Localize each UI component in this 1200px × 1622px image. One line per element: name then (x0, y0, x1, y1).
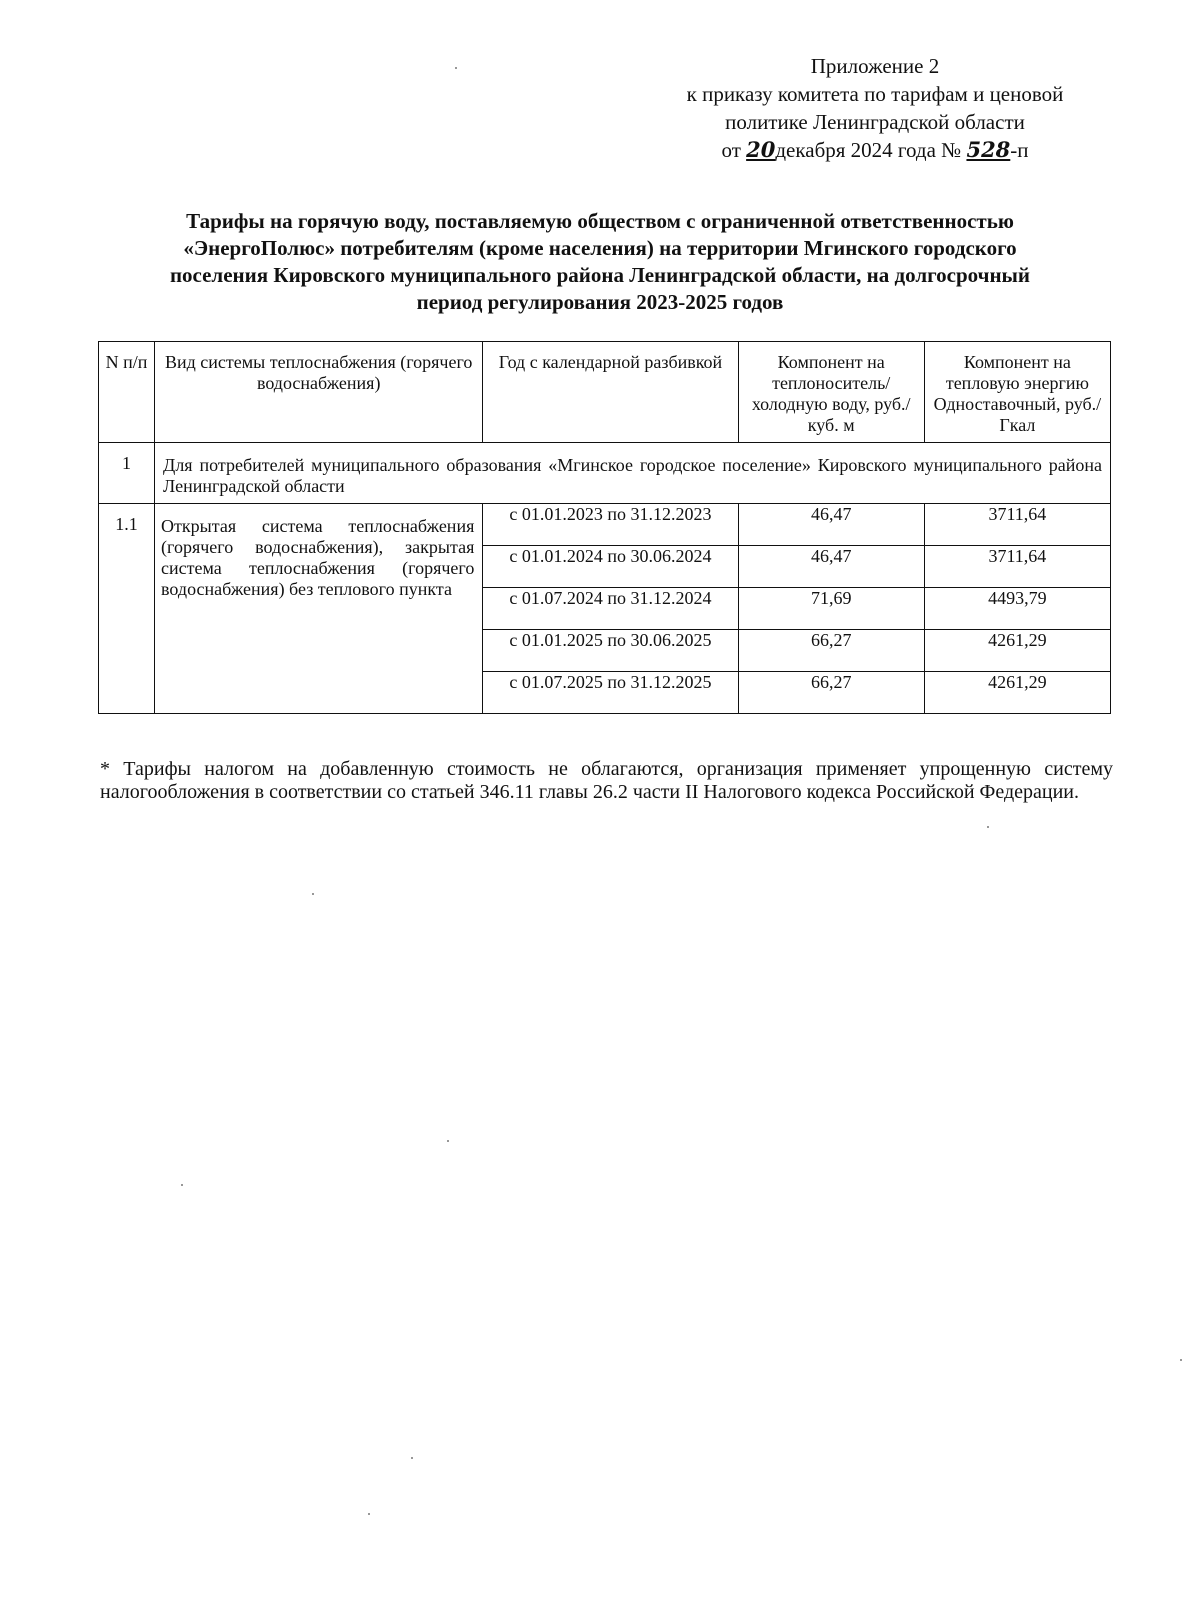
appendix-header (640, 52, 1110, 164)
header-heat-component: Компонент на тепловую энергию Одноставочный, руб./Гкал (924, 342, 1110, 443)
period-cell: с 01.07.2024 по 31.12.2024 (483, 588, 738, 630)
table-header-row (99, 342, 1111, 443)
heat-tariff-cell: 3711,64 (924, 546, 1110, 588)
group-description: Для потребителей муниципального образования «Мгинское городское поселение» Кировского муниципального района Ленинградской области (155, 443, 1111, 504)
handwritten-order-number: 528 (966, 137, 1011, 162)
scan-speck (987, 826, 989, 828)
title-line-3: поселения Кировского муниципального района Ленинградской области, на долгосрочный (169, 263, 1031, 287)
scan-speck (312, 893, 314, 895)
document-title (100, 208, 1100, 316)
period-cell: с 01.01.2023 по 31.12.2023 (483, 504, 738, 546)
appendix-label: Приложение 2 (810, 54, 940, 78)
table-row (99, 504, 1111, 546)
title-line-2: «ЭнергоПолюс» потребителям (кроме населения) на территории Мгинского городского (183, 236, 1017, 260)
header-num: N п/п (99, 342, 155, 443)
scan-speck (455, 67, 457, 69)
date-suffix: -п (1010, 138, 1029, 162)
scan-speck (181, 1184, 183, 1186)
water-tariff-cell: 46,47 (738, 546, 924, 588)
group-num: 1 (99, 443, 155, 504)
header-period: Год с календарной разбивкой (483, 342, 738, 443)
item-system-type: Открытая система теплоснабжения (горячего водоснабжения), закрытая система теплоснабжения (горячего водоснабжения) без теплового пункта (155, 504, 483, 714)
order-reference-line2: политике Ленинградской области (725, 110, 1025, 134)
heat-tariff-cell: 4261,29 (924, 672, 1110, 714)
water-tariff-cell: 71,69 (738, 588, 924, 630)
header-system: Вид системы теплоснабжения (горячего водоснабжения) (155, 342, 483, 443)
scan-speck (411, 1457, 413, 1459)
order-reference-line1: к приказу комитета по тарифам и ценовой (686, 82, 1064, 106)
water-tariff-cell: 46,47 (738, 504, 924, 546)
header-water-component: Компонент на теплоноситель/холодную воду, руб./куб. м (738, 342, 924, 443)
scan-speck (447, 1140, 449, 1142)
tariff-table (98, 341, 1111, 714)
heat-tariff-cell: 4261,29 (924, 630, 1110, 672)
scan-speck (368, 1513, 370, 1515)
date-prefix: от (721, 138, 747, 162)
item-num: 1.1 (99, 504, 155, 714)
date-middle: декабря 2024 года № (775, 138, 967, 162)
title-line-1: Тарифы на горячую воду, поставляемую обществом с ограниченной ответственностью (186, 209, 1014, 233)
water-tariff-cell: 66,27 (738, 672, 924, 714)
handwritten-day: 20 (746, 137, 776, 162)
group-row (99, 443, 1111, 504)
title-line-4: период регулирования 2023-2025 годов (416, 290, 784, 314)
water-tariff-cell: 66,27 (738, 630, 924, 672)
period-cell: с 01.07.2025 по 31.12.2025 (483, 672, 738, 714)
order-date-line (640, 136, 1110, 164)
period-cell: с 01.01.2025 по 30.06.2025 (483, 630, 738, 672)
heat-tariff-cell: 4493,79 (924, 588, 1110, 630)
period-cell: с 01.01.2024 по 30.06.2024 (483, 546, 738, 588)
tax-footnote: * Тарифы налогом на добавленную стоимость не облагаются, организация применяет упрощенную систему налогообложения в соответствии со статьей 346.11 главы 26.2 части II Налогового кодекса Российской Федерации. (100, 758, 1113, 803)
scan-speck (1180, 1359, 1182, 1361)
heat-tariff-cell: 3711,64 (924, 504, 1110, 546)
